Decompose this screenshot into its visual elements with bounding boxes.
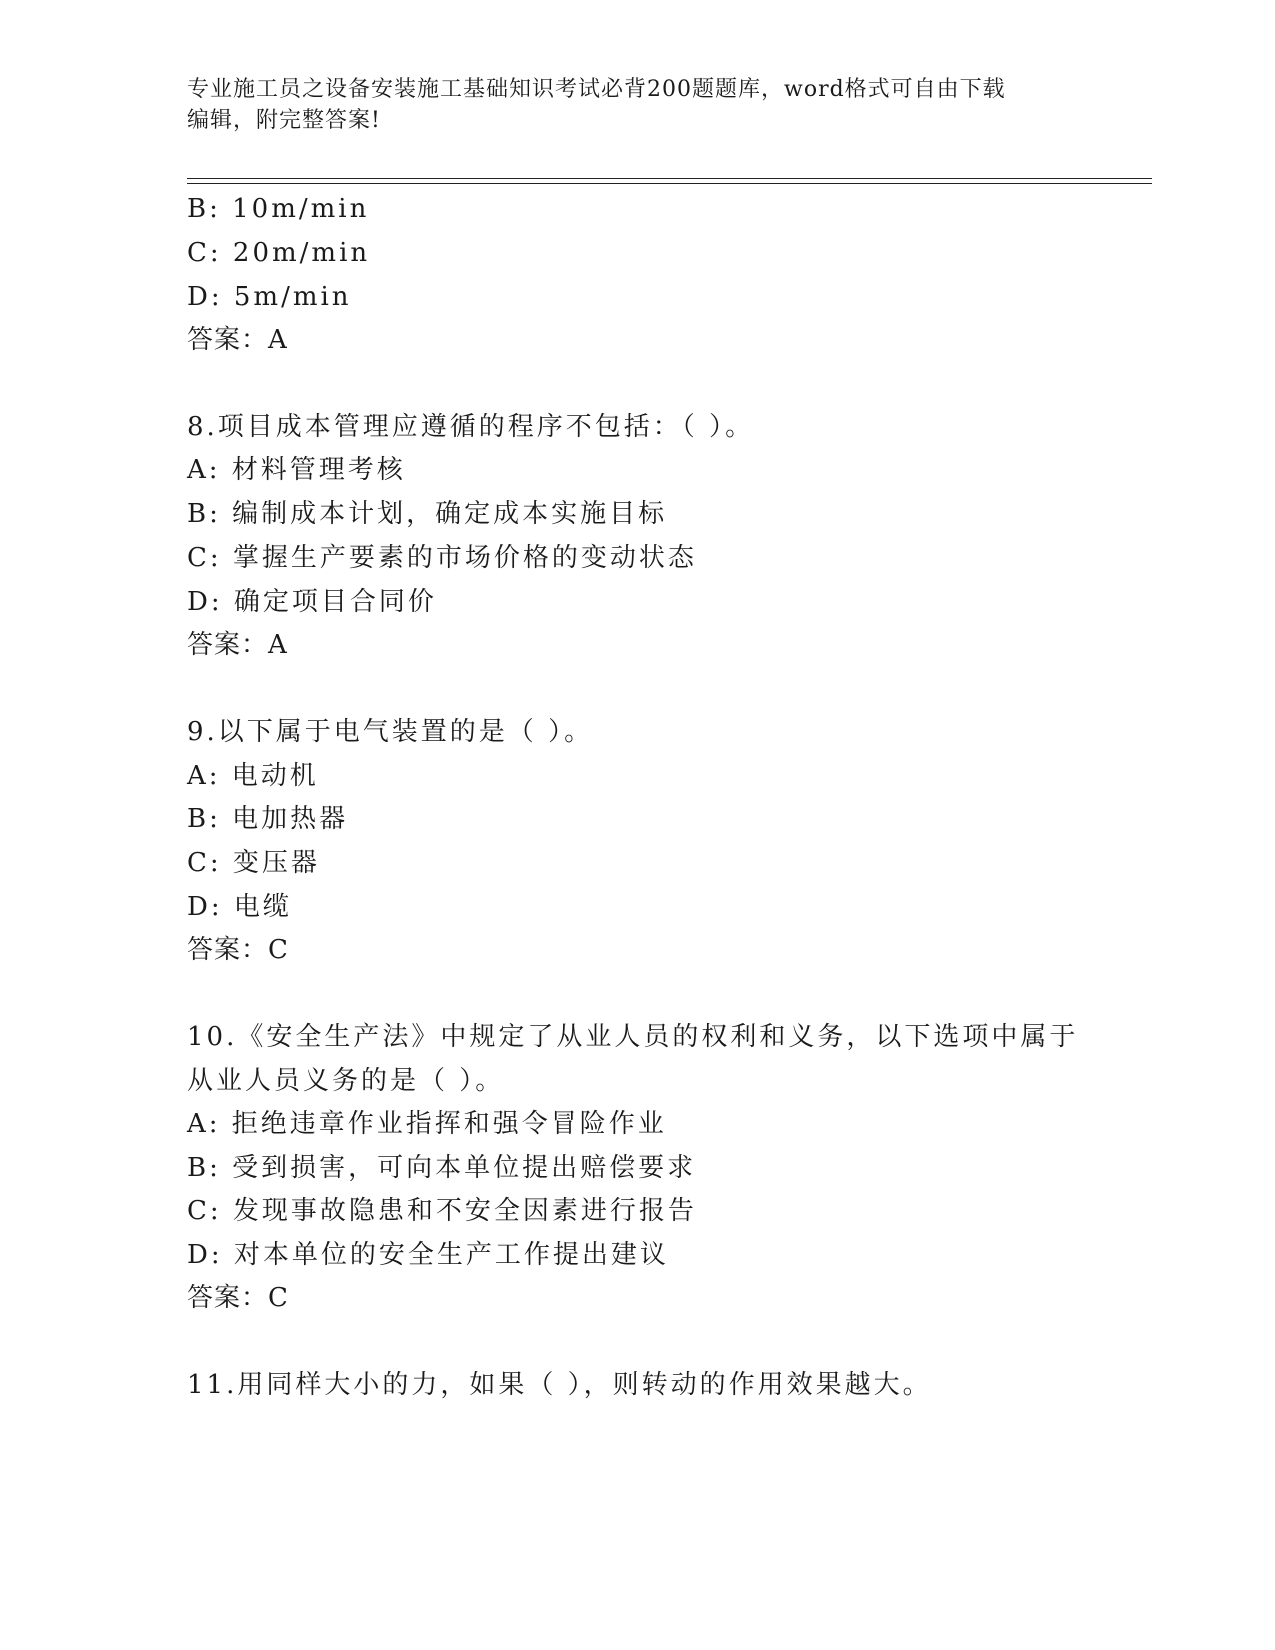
option-a: A: 拒绝违章作业指挥和强令冒险作业	[187, 1109, 667, 1139]
option-d: D: 对本单位的安全生产工作提出建议	[187, 1240, 669, 1270]
header-divider-top	[187, 178, 1152, 179]
option-c: C: 发现事故隐患和不安全因素进行报告	[187, 1196, 697, 1226]
document-header	[187, 74, 1077, 136]
option-a: A: 材料管理考核	[187, 455, 406, 485]
option-c: C: 20m/min	[187, 238, 371, 268]
header-divider-bottom	[187, 183, 1152, 184]
header-title-line-1: 专业施工员之设备安装施工基础知识考试必背200题题库，word格式可自由下载	[187, 77, 1006, 102]
answer: 答案：C	[187, 935, 289, 965]
header-title-line-2: 编辑，附完整答案!	[187, 108, 381, 133]
option-b: B: 受到损害，可向本单位提出赔偿要求	[187, 1153, 697, 1183]
option-b: B: 电加热器	[187, 804, 349, 834]
answer: 答案：C	[187, 1283, 289, 1313]
option-a: A: 电动机	[187, 761, 319, 791]
question-10-line-1: 10.《安全生产法》中规定了从业人员的权利和义务，以下选项中属于	[187, 1022, 1079, 1052]
answer: 答案：A	[187, 325, 288, 355]
option-d: D: 5m/min	[187, 282, 352, 312]
option-d: D: 确定项目合同价	[187, 587, 437, 617]
answer: 答案：A	[187, 630, 288, 660]
question-8: 8.项目成本管理应遵循的程序不包括：（ ）。	[187, 412, 755, 442]
option-b: B: 编制成本计划，确定成本实施目标	[187, 499, 668, 529]
option-c: C: 掌握生产要素的市场价格的变动状态	[187, 543, 697, 573]
option-d: D: 电缆	[187, 892, 292, 922]
question-10-line-2: 从业人员义务的是（ ）。	[187, 1066, 505, 1096]
question-9: 9.以下属于电气装置的是（ ）。	[187, 717, 594, 747]
question-11: 11.用同样大小的力，如果（ ），则转动的作用效果越大。	[187, 1370, 932, 1400]
option-b: B: 10m/min	[187, 194, 370, 224]
option-c: C: 变压器	[187, 848, 320, 878]
